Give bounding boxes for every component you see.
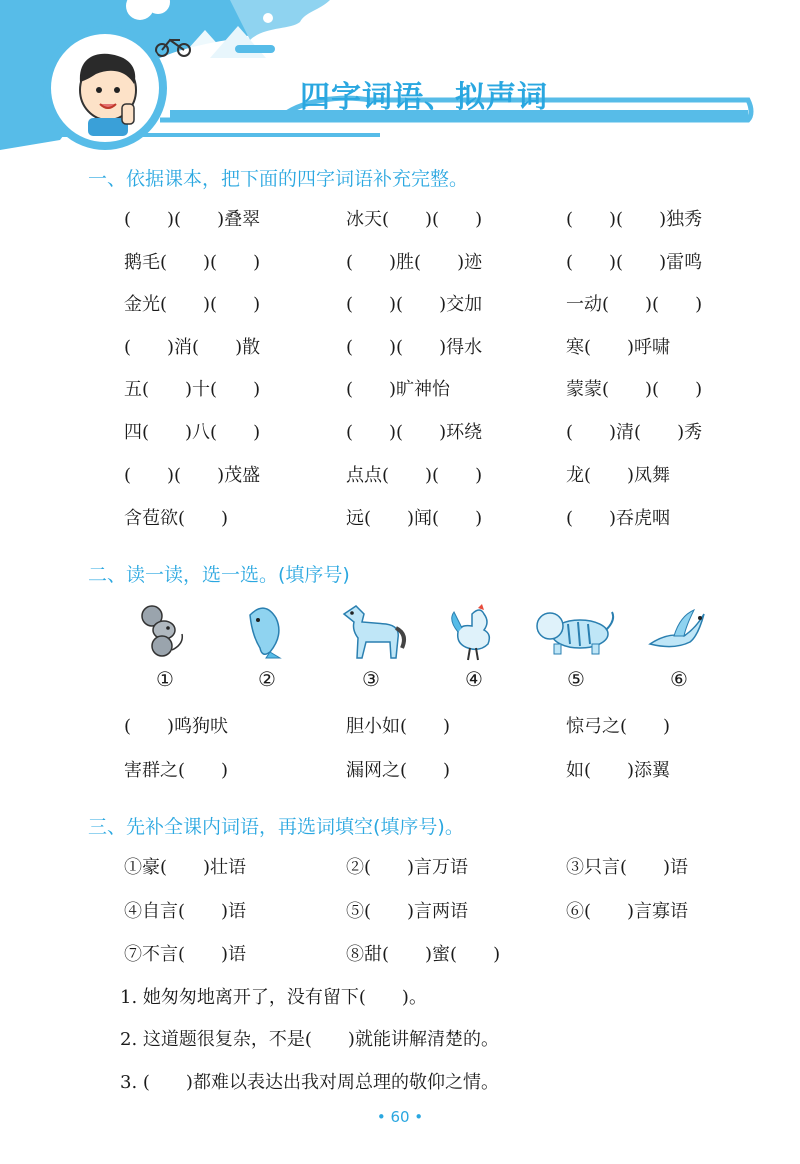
idiom-cell[interactable]: ( )消( )散 [124,337,261,358]
word-cell[interactable]: ④自言( )语 [124,901,247,922]
rooster-icon [448,604,498,662]
idiom-cell[interactable]: 龙( )凤舞 [566,465,671,486]
sentence-3[interactable]: 3. ( )都难以表达出我对周总理的敬仰之情。 [120,1072,499,1093]
animal-number: ④ [465,667,483,691]
idiom-cell[interactable]: 冰天( )( ) [346,209,483,230]
idiom-cell[interactable]: 如( )添翼 [566,760,671,781]
idiom-cell[interactable]: 惊弓之( ) [566,716,671,737]
idiom-cell[interactable]: ( )( )环绕 [346,422,483,443]
word-cell[interactable]: ⑤( )言两语 [346,901,469,922]
idiom-cell[interactable]: ( )鸣狗吠 [124,716,229,737]
word-cell[interactable]: ①豪( )壮语 [124,857,247,878]
idiom-cell[interactable]: 漏网之( ) [346,760,451,781]
idiom-cell[interactable]: 鹅毛( )( ) [124,252,261,273]
word-cell[interactable]: ③只言( )语 [566,857,689,878]
fish-icon [240,600,290,660]
idiom-cell[interactable]: 五( )十( ) [124,379,261,400]
bird-icon [644,606,710,656]
page-number: • 60 • [376,1108,424,1126]
idiom-cell[interactable]: 寒( )呼啸 [566,337,671,358]
section3-title: 三、先补全课内词语，再选词填空(填序号)。 [88,816,464,838]
idiom-cell[interactable]: 点点( )( ) [346,465,483,486]
idiom-cell[interactable]: 四( )八( ) [124,422,261,443]
idiom-cell[interactable]: 害群之( ) [124,760,229,781]
idiom-cell[interactable]: ( )旷神怡 [346,379,451,400]
word-cell[interactable]: ②( )言万语 [346,857,469,878]
idiom-cell[interactable]: ( )( )得水 [346,337,483,358]
idiom-cell[interactable]: 一动( )( ) [566,294,703,315]
idiom-cell[interactable]: 金光( )( ) [124,294,261,315]
word-cell[interactable]: ⑥( )言寡语 [566,901,689,922]
sentence-2[interactable]: 2. 这道题很复杂，不是( )就能讲解清楚的。 [120,1029,499,1050]
animal-number: ① [156,667,174,691]
header-banner [0,0,800,150]
page-title: 四字词语、拟声词 [300,80,548,115]
idiom-cell[interactable]: ( )吞虎咽 [566,508,671,529]
idiom-cell[interactable]: 远( )闻( ) [346,508,483,529]
idiom-cell[interactable]: ( )( )独秀 [566,209,703,230]
animal-number: ② [258,667,276,691]
animal-number: ⑤ [567,667,585,691]
idiom-cell[interactable]: ( )清( )秀 [566,422,703,443]
sentence-1[interactable]: 1. 她匆匆地离开了，没有留下( )。 [120,987,427,1008]
section2-title: 二、读一读，选一选。(填序号) [88,564,350,586]
word-cell[interactable]: ⑧甜( )蜜( ) [346,944,501,965]
idiom-cell[interactable]: ( )( )茂盛 [124,465,261,486]
idiom-cell[interactable]: ( )( )交加 [346,294,483,315]
idiom-cell[interactable]: ( )( )叠翠 [124,209,261,230]
mascot-boy-icon [80,54,136,136]
animal-number: ③ [362,667,380,691]
word-cell[interactable]: ⑦不言( )语 [124,944,247,965]
idiom-cell[interactable]: ( )胜( )迹 [346,252,483,273]
animal-number: ⑥ [670,667,688,691]
idiom-cell[interactable]: 含苞欲( ) [124,508,229,529]
horse-icon [336,600,408,662]
idiom-cell[interactable]: 胆小如( ) [346,716,451,737]
mouse-icon [138,604,188,659]
section1-title: 一、依据课本，把下面的四字词语补充完整。 [88,168,469,190]
tiger-icon [534,606,616,658]
idiom-cell[interactable]: ( )( )雷鸣 [566,252,703,273]
idiom-cell[interactable]: 蒙蒙( )( ) [566,379,703,400]
